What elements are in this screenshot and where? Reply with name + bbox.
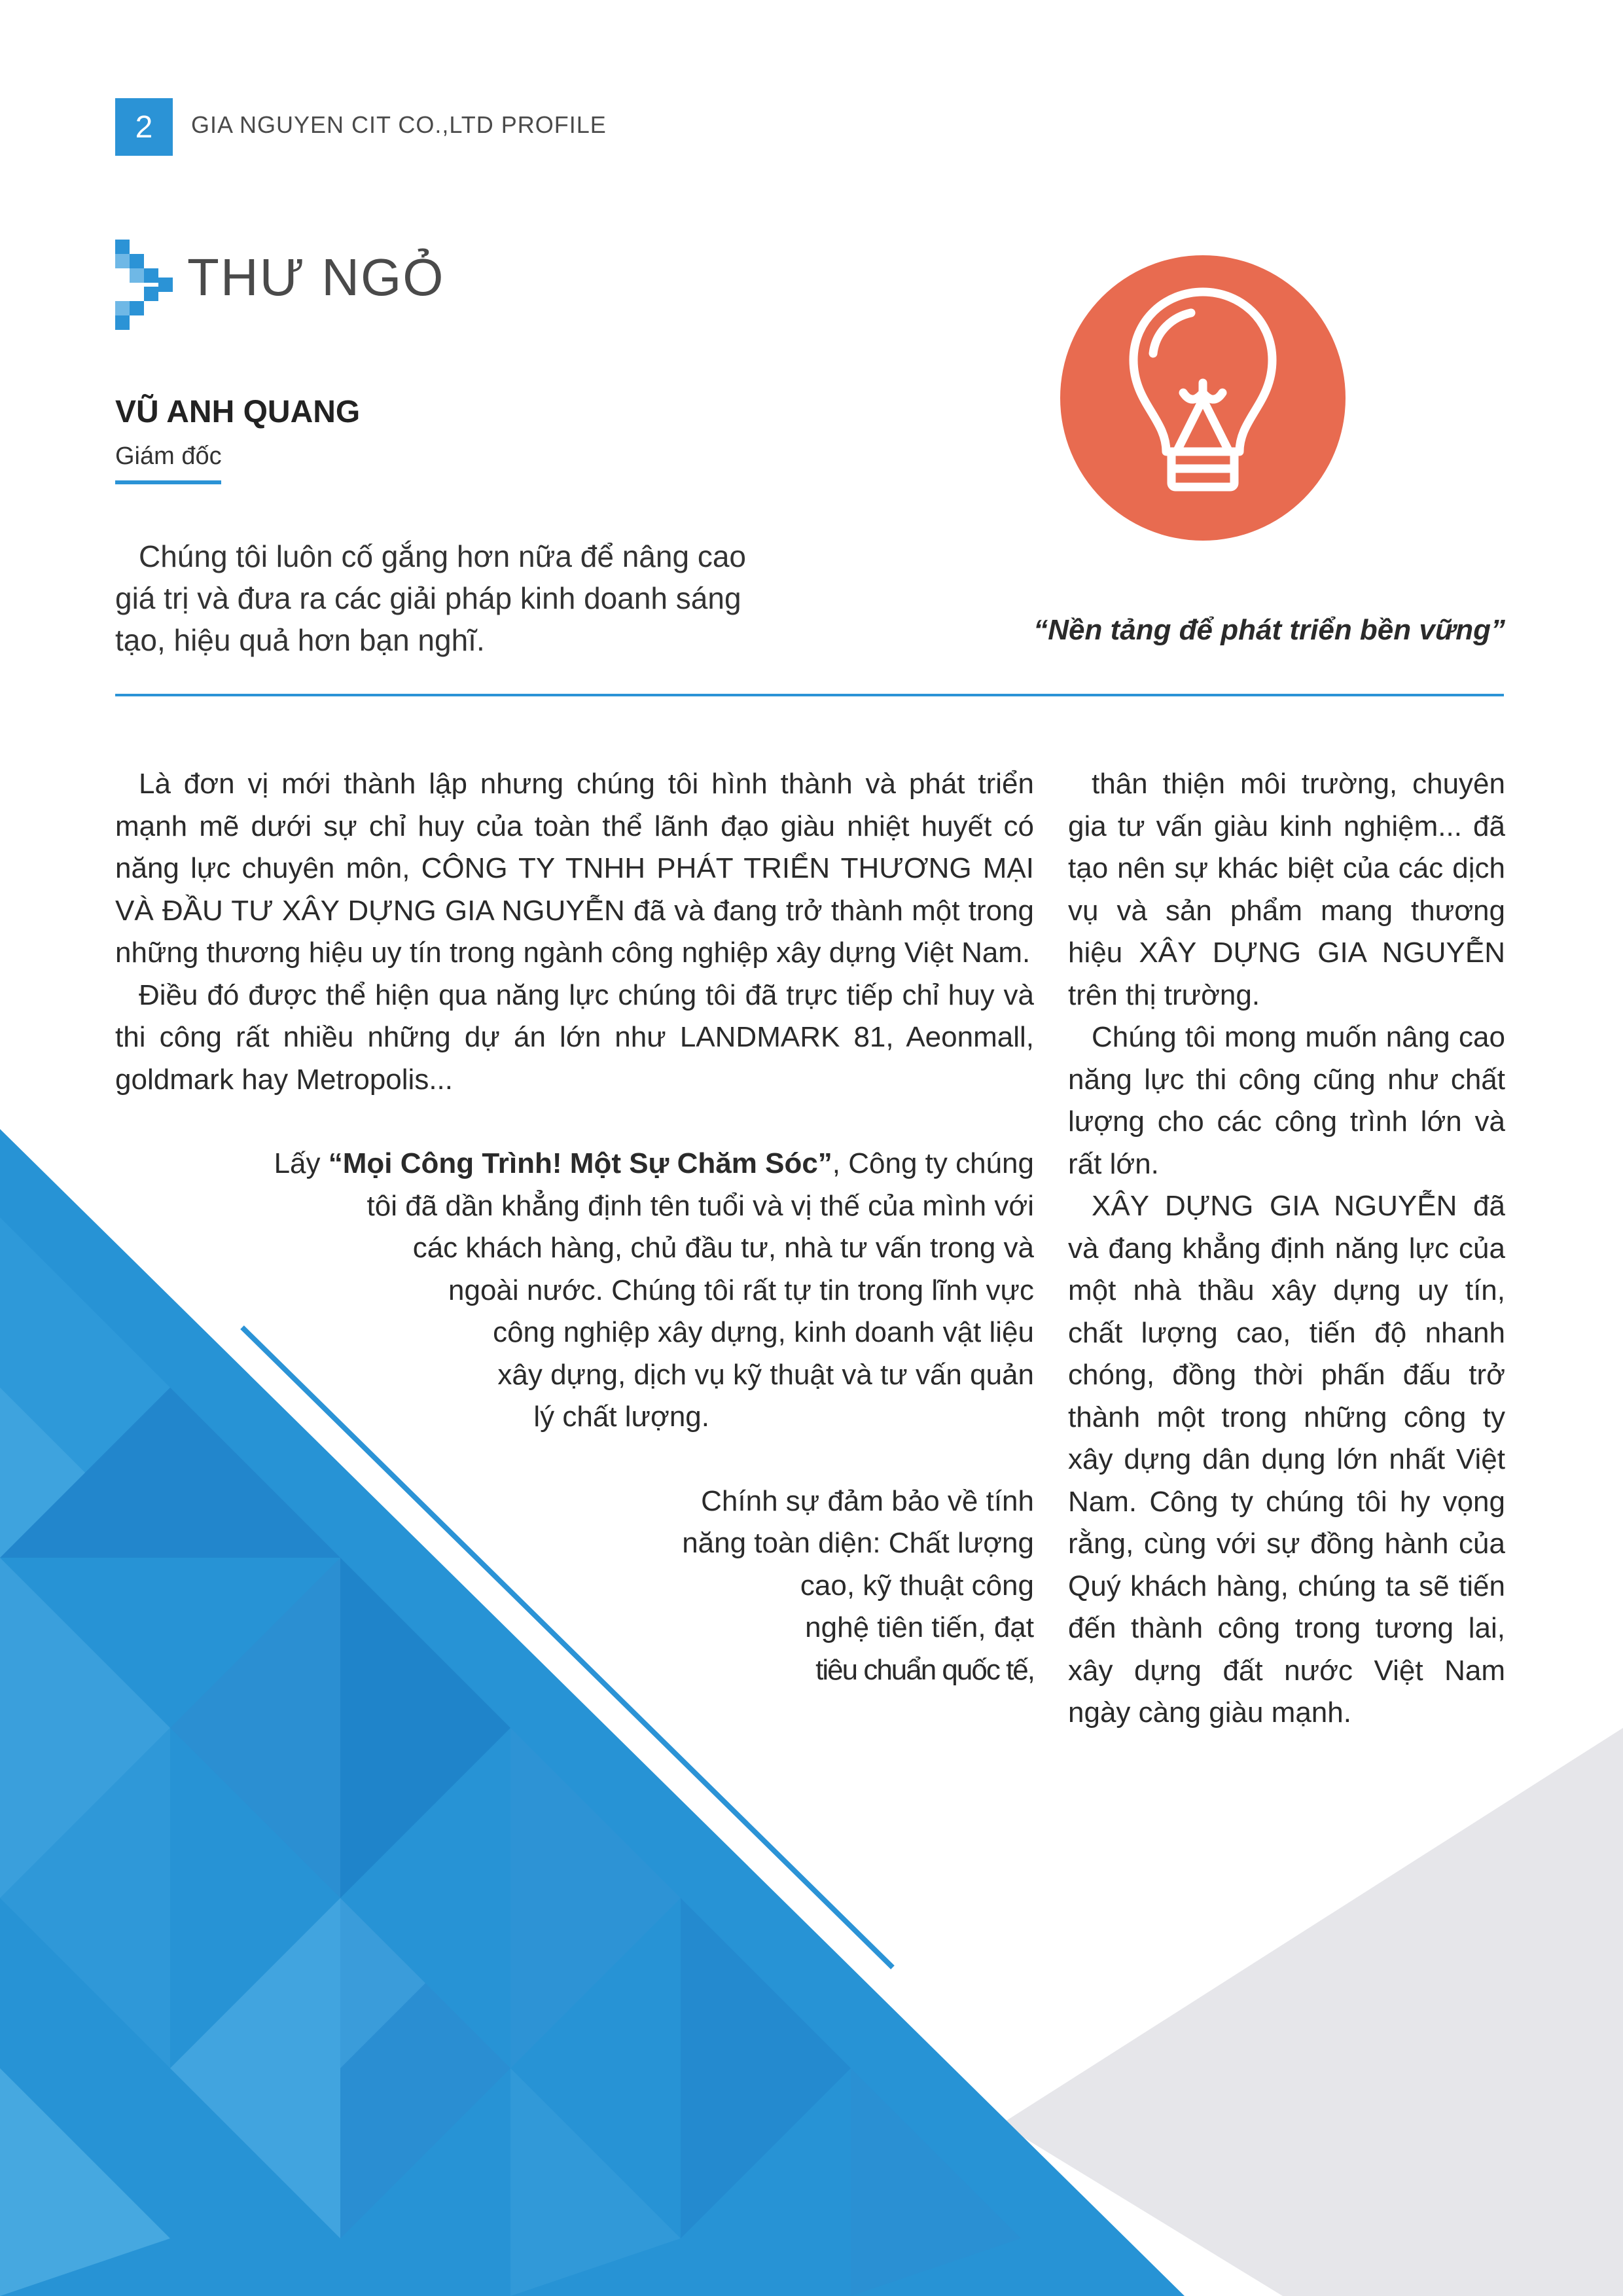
tagline: “Nền tảng để phát triển bền vững”: [1033, 614, 1505, 646]
author-name: VŨ ANH QUANG: [115, 395, 361, 429]
author-underline: [115, 480, 221, 484]
body-paragraph-4: Chính sự đảm bảo về tính năng toàn diện: Chất lượng cao, kỹ thuật công nghệ tiên tiến, đạt tiêu chuẩn quốc tế,: [682, 1484, 1034, 1686]
body-column-1: [115, 763, 1034, 1691]
intro-statement: Chúng tôi luôn cố gắng hơn nữa để nâng cao giá trị và đưa ra các giải pháp kinh doanh sáng tạo, hiệu quả hơn bạn nghĩ.: [115, 539, 746, 657]
running-head: GIA NGUYEN CIT CO.,LTD PROFILE: [191, 111, 607, 138]
chevron-logo-icon: [115, 240, 173, 330]
lightbulb-icon: [1060, 255, 1346, 541]
author-role: Giám đốc: [115, 442, 222, 470]
section-title: THƯ NGỎ: [187, 248, 445, 306]
section-divider: [115, 694, 1504, 696]
body-paragraph-5: thân thiện môi trường, chuyên gia tư vấn giàu kinh nghiệm... đã tạo nên sự khác biệt của các dịch vụ và sản phẩm mang thương hiệu XÂY DỰNG GIA NGUYỄN trên thị trường.: [1068, 768, 1505, 1011]
body-paragraph-3: Lấy “Mọi Công Trình! Một Sự Chăm Sóc”, Công ty chúng tôi đã dần khẳng định tên tuổi và vị thế của mình với các khách hàng, chủ đầu tư, nhà tư vấn trong và ngoài nước. Chúng tôi rất tự tin trong lĩnh vực công nghiệp xây dựng, kinh doanh vật liệu xây dựng, dịch vụ kỹ thuật và tư vấn quản lý chất lượng.: [274, 1147, 1034, 1433]
body-column-2: [1068, 763, 1505, 1734]
body-paragraph-7: XÂY DỰNG GIA NGUYỄN đã và đang khẳng định năng lực của một nhà thầu xây dựng uy tín, chất lượng cao, tiến độ nhanh chóng, đồng thời phấn đấu trở thành một trong những công ty xây dựng dân dụng lớn nhất Việt Nam. Công ty chúng tôi hy vọng rằng, cùng với sự đồng hành của Quý khách hàng, chúng ta sẽ tiến đến thành công trong tương lai, xây dựng đất nước Việt Nam ngày càng giàu mạnh.: [1068, 1190, 1505, 1729]
body-paragraph-1: Là đơn vị mới thành lập nhưng chúng tôi hình thành và phát triển mạnh mẽ dưới sự chỉ huy của toàn thể lãnh đạo giàu nhiệt huyết có năng lực chuyên môn, CÔNG TY TNHH PHÁT TRIỂN THƯƠNG MẠI VÀ ĐẦU TƯ XÂY DỰNG GIA NGUYỄN đã và đang trở thành một trong những thương hiệu uy tín trong ngành công nghiệp xây dựng Việt Nam.: [115, 768, 1034, 969]
page-number: 2: [115, 98, 173, 156]
body-paragraph-2: Điều đó được thể hiện qua năng lực chúng tôi đã trực tiếp chỉ huy và thi công rất nhiều những dự án lớn như LANDMARK 81, Aeonmall, goldmark hay Metropolis...: [115, 978, 1034, 1096]
body-paragraph-6: Chúng tôi mong muốn nâng cao năng lực thi công cũng như chất lượng cho các công trình lớn và rất lớn.: [1068, 1021, 1505, 1180]
company-motto: “Mọi Công Trình! Một Sự Chăm Sóc”: [328, 1147, 832, 1179]
